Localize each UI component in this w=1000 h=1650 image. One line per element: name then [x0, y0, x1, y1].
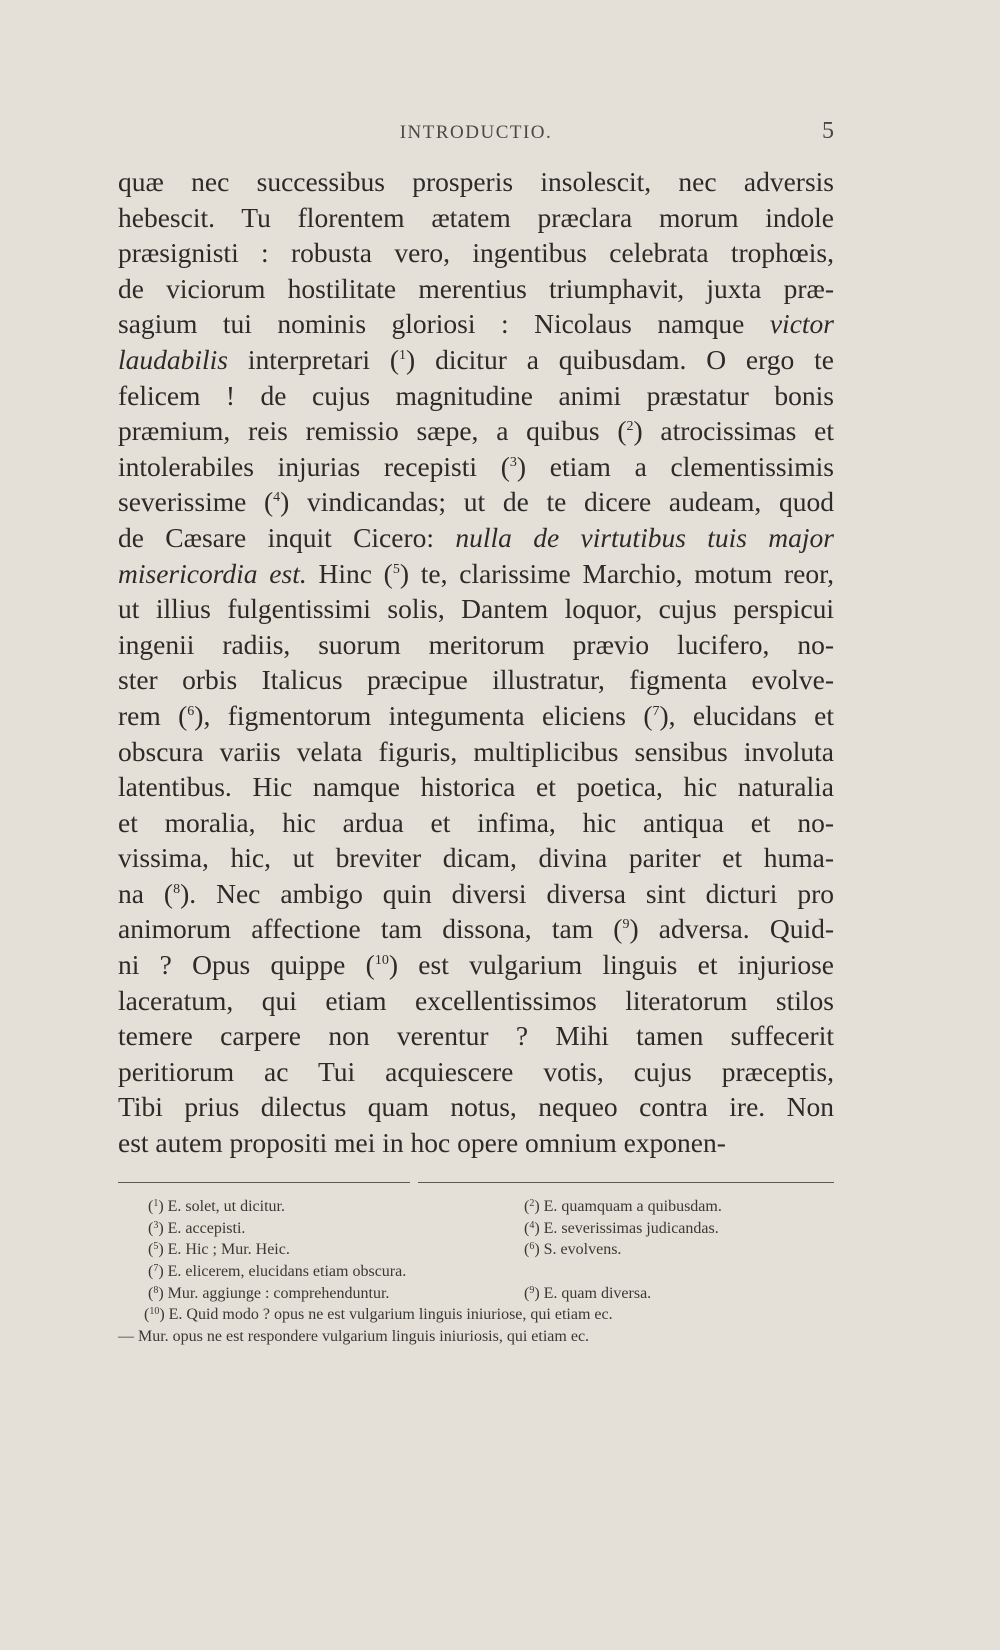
footnote-2: ($^2$) E. quamquam a quibusdam.: [524, 1198, 722, 1215]
footnote-row: [118, 1283, 834, 1305]
footnote-marker: 9: [622, 917, 630, 933]
text-line: et moralia, hic ardua et infima, hic antiqua et no-: [118, 806, 834, 838]
footnote-marker: 7: [652, 703, 660, 719]
running-title: INTRODUCTIO.: [399, 122, 553, 143]
footnote-4: ($^4$) E. severissimas judicandas.: [524, 1219, 719, 1237]
italic-phrase: victor: [769, 308, 834, 340]
footnote-row: [118, 1218, 834, 1240]
text-line: temere carpere non verentur ? Mihi tamen suffecerit: [118, 1020, 834, 1052]
text-line: misericordia est. Hinc ($^5$) te, clarissime Marchio, motum reor,: [118, 557, 835, 589]
footnote-marker: 4: [273, 490, 281, 506]
footnote-row: [118, 1239, 834, 1261]
italic-phrase: laudabilis: [118, 343, 229, 375]
footnote-marker: 2: [626, 419, 634, 435]
footnote-6: ($^6$) S. evolvens.: [524, 1241, 622, 1259]
italic-quote: nulla de virtutibus tuis major: [455, 521, 834, 553]
footnote-marker: 6: [187, 703, 195, 719]
text-line: obscura variis velata figuris, multiplicibus sensibus involuta: [118, 735, 834, 767]
text-line: ut illius fulgentissimi solis, Dantem loquor, cujus perspicui: [118, 593, 834, 625]
text-line: latentibus. Hic namque historica et poetica, hic naturalia: [118, 771, 834, 803]
text-line: severissime ($^4$) vindicandas; ut de te dicere audeam, quod: [118, 486, 834, 518]
footnote-7: ($^7$) E. elicerem, elucidans etiam obscura.: [148, 1263, 407, 1281]
text-line: vissima, hic, ut breviter dicam, divina pariter et huma-: [118, 842, 834, 874]
footnote-5: ($^5$) E. Hic ; Mur. Heic.: [148, 1241, 290, 1259]
text-line: rem ($^6$), figmentorum integumenta eliciens ($^7$), elucidans et: [118, 699, 834, 731]
text-line: præsignisti : robusta vero, ingentibus celebrata trophœis,: [118, 237, 834, 269]
footnote-9: ($^9$) E. quam diversa.: [524, 1284, 652, 1302]
text-line: ingenii radiis, suorum meritorum prævio lucifero, no-: [118, 628, 834, 660]
footnote-10: ($^{10}$) E. Quid modo ? opus ne est vulgarium linguis iniuriose, qui etiam ec.: [144, 1306, 613, 1324]
text-line: est autem propositi mei in hoc opere omnium exponen-: [118, 1127, 726, 1159]
footnote-marker: 3: [509, 454, 517, 470]
footnote-marker: 5: [392, 561, 400, 577]
text-line: ster orbis Italicus præcipue illustratur, figmenta evolve-: [118, 664, 834, 696]
footnote-3: ($^3$) E. accepisti.: [148, 1219, 246, 1237]
footnote-row: [118, 1196, 834, 1218]
footnote-row: [118, 1326, 834, 1348]
footnote-8: ($^8$) Mur. aggiunge : comprehenduntur.: [148, 1284, 390, 1302]
footnotes: [118, 1196, 834, 1348]
text-line: hebescit. Tu florentem ætatem præclara morum indole: [118, 201, 834, 233]
text-line: ni ? Opus quippe ($^{10}$) est vulgarium linguis et injuriose: [118, 949, 834, 981]
text-line: quæ nec successibus prosperis insolescit, nec adversis: [118, 166, 834, 197]
text-line: felicem ! de cujus magnitudine animi præstatur bonis: [118, 379, 834, 411]
footnote-marker: 8: [173, 881, 181, 897]
text-line: na ($^8$). Nec ambigo quin diversi diversa sint dicturi pro: [118, 877, 834, 909]
text-line: peritiorum ac Tui acquiescere votis, cujus præceptis,: [118, 1055, 834, 1087]
italic-quote: misericordia est.: [118, 557, 307, 589]
page-header: [118, 118, 834, 152]
text-line: intolerabiles injurias recepisti ($^3$) etiam a clementissimis: [118, 450, 834, 482]
footnote-marker: 1: [399, 347, 407, 363]
footnote-row: [118, 1304, 834, 1326]
footnote-row: [118, 1261, 834, 1283]
page-number: 5: [822, 118, 834, 144]
text-line: sagium tui nominis gloriosi : Nicolaus namque victor: [118, 308, 834, 340]
text-line: laceratum, qui etiam excellentissimos literatorum stilos: [118, 984, 834, 1016]
text-line: præmium, reis remissio sæpe, a quibus ($^2$) atrocissimas et: [118, 415, 834, 447]
text-line: Tibi prius dilectus quam notus, nequeo contra ire. Non: [118, 1091, 834, 1123]
footnote-10-continued: — Mur. opus ne est respondere vulgarium linguis iniuriosis, qui etiam ec.: [118, 1328, 590, 1346]
text-line: de viciorum hostilitate merentius triumphavit, juxta præ-: [118, 272, 834, 304]
footnote-1: ($^1$) E. solet, ut dicitur.: [148, 1198, 285, 1215]
text-line: laudabilis interpretari ($^1$) dicitur a quibusdam. O ergo te: [118, 343, 834, 375]
main-text: [118, 164, 834, 1161]
text-line: de Cæsare inquit Cicero: nulla de virtutibus tuis major: [118, 521, 834, 553]
text-line: animorum affectione tam dissona, tam ($^9$) adversa. Quid-: [118, 913, 834, 945]
footnote-marker: 10: [374, 953, 389, 969]
